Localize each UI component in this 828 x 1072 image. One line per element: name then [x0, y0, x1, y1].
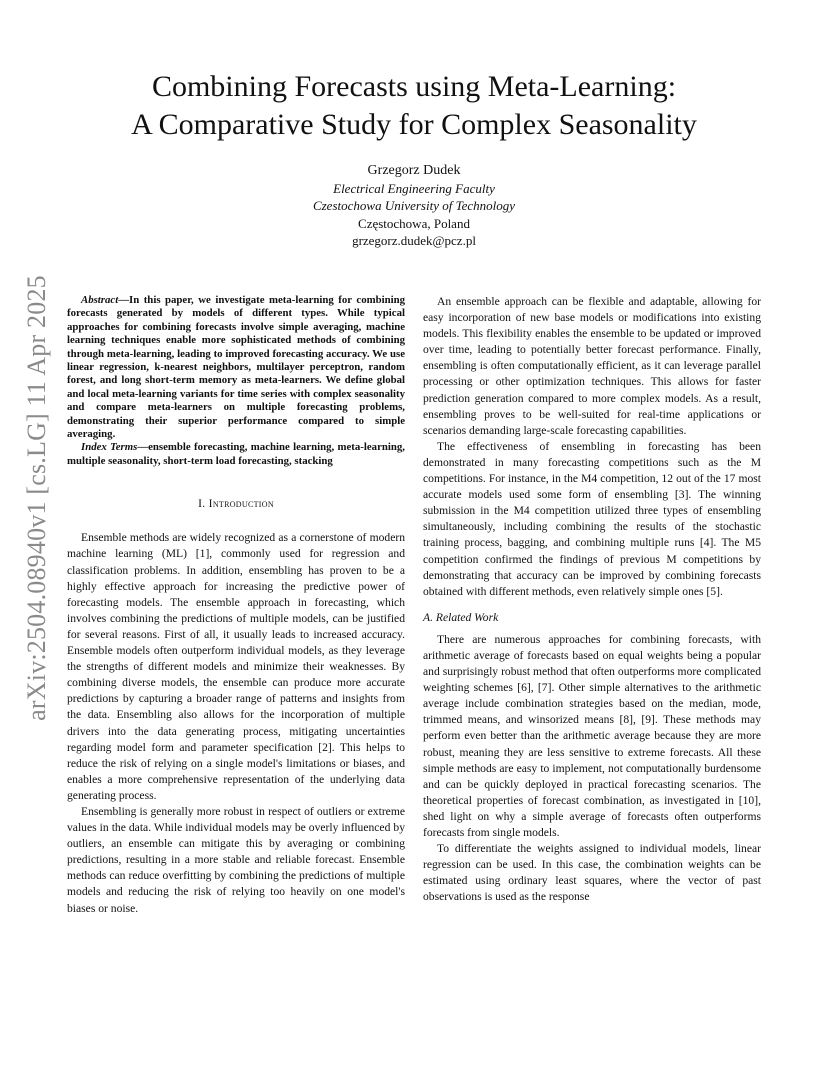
intro-paragraph-4: The effectiveness of ensembling in forecasting has been demonstrated in many forecasting competitions such as the M competitions. For instance, in the M4 competition, 12 out of the 17 most accurate models used some form of ensembling [3]. The winning submission in the M4 competition utilized three types of ensembling simultaneously, including combining the results of the stochastic training process, bagging, and combining multiple runs [4]. The M5 competition confirmed the findings of previous M competitions by demonstrating that accuracy can be improved by combining forecasts obtained with different methods, even relatively simple ones [5]. [423, 439, 761, 598]
abstract-text: —In this paper, we investigate meta-learning for combining forecasts generated by models of different types. While typical approaches for combining forecasts involve simple averaging, machine learning techniques enable more sophisticated methods of combining through meta-learning, leading to improved forecasting accuracy. We use linear regression, k-nearest neighbors, multilayer perceptron, random forest, and long short-term memory as meta-learners. We define global and local meta-learning variants for time series with complex seasonality and compare meta-learners on multiple forecasting problems, demonstrating their superior performance compared to simple averaging. [67, 294, 405, 441]
related-work-paragraph-1: There are numerous approaches for combining forecasts, with arithmetic average of forecasts based on equal weights being a popular and surprisingly robust method that often outperforms more complicated weighting schemes [6], [7]. Other simple alternatives to the arithmetic average include combination strategies based on the median, mode, trimmed means, and winsorized means [8], [9]. These methods may perform even better than the arithmetic average because they are more robust, meaning they are less sensitive to extreme forecasts. All these simple methods are easy to implement, not computationally burdensome and can be quickly deployed in practical forecasting scenarios. The theoretical properties of forecast combination, as investigated in [10], shed light on why a simple average of forecasts often outperforms forecasts from single models. [423, 632, 761, 839]
arxiv-stamp: arXiv:2504.08940v1 [cs.LG] 11 Apr 2025 [22, 275, 51, 721]
related-work-paragraph-2: To differentiate the weights assigned to individual models, linear regression can be used. In this case, the combination weights can be estimated using ordinary least squares, where the vector of past observations is used as the response [423, 842, 761, 904]
intro-paragraph-1: Ensemble methods are widely recognized as a cornerstone of modern machine learning (ML) [1], commonly used for regression and classification problems. In addition, ensembling has proven to be a highly effective approach for increasing the predictive power of forecasting models. The ensemble approach in forecasting, which involves combining the predictions of multiple models, can be justified for several reasons. First of all, it usually leads to increased accuracy. Ensemble models often outperform individual models, as they leverage the strengths of different models and minimize their weaknesses. By combining diverse models, the ensemble can produce more accurate predictions by capturing a broader range of patterns and insights from the data. Ensembling also allows for the incorporation of multiple drivers into the data generating process, mitigating uncertainties regarding model form and parameter specification [2]. This helps to reduce the risk of relying on a single model's limitations or biases, and enables a more comprehensive representation of the underlying data generating process. [67, 531, 405, 802]
right-column [423, 294, 761, 905]
author-name: Grzegorz Dudek [367, 163, 461, 178]
title-line-1: Combining Forecasts using Meta-Learning: [151, 70, 677, 103]
title-line-2: A Comparative Study for Complex Seasonality [131, 108, 697, 141]
left-column [67, 294, 405, 917]
intro-paragraph-3: An ensemble approach can be flexible and adaptable, allowing for easy incorporation of new base models or modifications into existing models. This flexibility enables the ensemble to be updated or improved over time, leading to potentially better forecast performance. Finally, ensembling is often computationally efficient, as it can leverage parallel processing or other optimization techniques. This allows for faster prediction generation compared to more complex models. As a result, ensembling proves to be well-suited for real-time applications or scenarios demanding large-scale forecasting capabilities. [423, 295, 761, 437]
intro-paragraph-2: Ensembling is generally more robust in respect of outliers or extreme values in the data. While individual models may be overly influenced by outliers, an ensemble can mitigate this by averaging or combining predictions, resulting in a more stable and reliable forecast. Ensemble methods can reduce overfitting by combining the predictions of multiple models and reducing the risk of relying too heavily on one model's biases or noise. [67, 804, 405, 915]
section-title: Introduction [208, 497, 274, 511]
author-email: grzegorz.dudek@pcz.pl [352, 233, 476, 249]
abstract [67, 294, 405, 441]
author-block [214, 162, 614, 250]
index-terms-text: —ensemble forecasting, machine learning, meta-learning, multiple seasonality, short-term load forecasting, stacking [67, 441, 405, 467]
arxiv-sidebar [22, 262, 52, 734]
index-terms-label: Index Terms [81, 441, 138, 454]
author-university: Czestochowa University of Technology [312, 198, 516, 214]
section-number: I. [198, 497, 206, 511]
author-location: Częstochowa, Poland [358, 215, 470, 231]
section-heading-introduction [67, 496, 405, 512]
abstract-label: Abstract [81, 294, 119, 306]
author-department: Electrical Engineering Faculty [333, 180, 495, 196]
index-terms [67, 441, 405, 468]
paper-title [64, 68, 764, 144]
subsection-heading-related-work: A. Related Work [423, 610, 499, 624]
